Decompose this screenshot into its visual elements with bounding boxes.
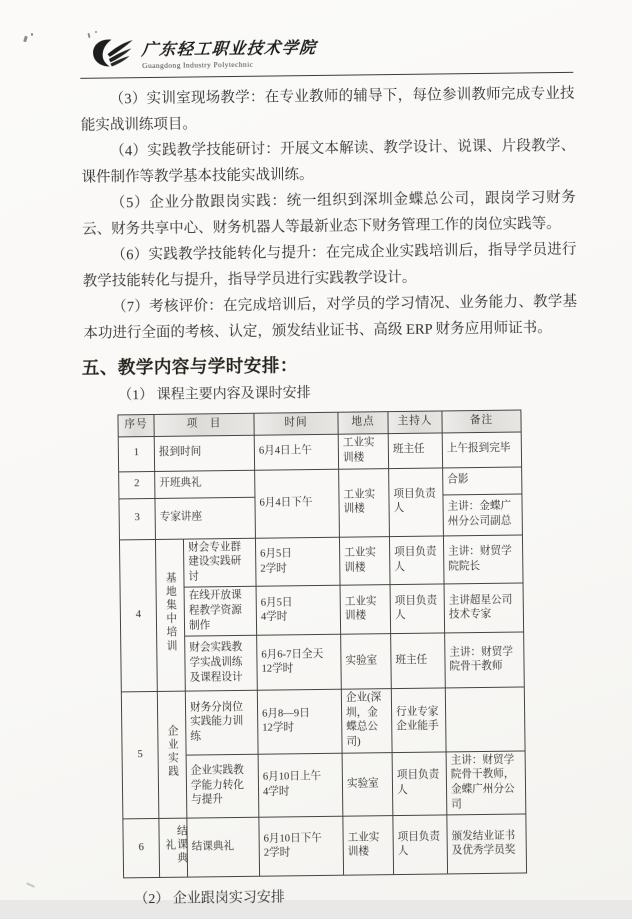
logo-text [142, 34, 317, 69]
cell-category [157, 691, 187, 818]
cell-place: 工业实训楼 [339, 536, 390, 585]
cell-place: 实验室 [342, 752, 393, 816]
cell-note: 主讲：金蝶广州分公司副总 [443, 494, 522, 536]
document-body [80, 81, 584, 912]
cell-time: 6月10日下午 2学时 [259, 816, 344, 876]
col-header-note: 备注 [442, 410, 521, 433]
col-header-no: 序号 [118, 414, 154, 436]
logo-name-cn: 广东轻工职业技术学院 [140, 39, 318, 59]
cell-host: 班主任 [388, 433, 442, 469]
cell-item: 专家讲座 [155, 497, 255, 539]
list-item-enterprise-internship: （2） 企业跟岗实习安排 [134, 890, 285, 908]
cell-time: 6月4日下午 [255, 469, 340, 538]
cell-host: 项目负责人 [389, 536, 444, 585]
col-header-host: 主持人 [388, 411, 442, 433]
cell-item: 结课典礼 [187, 817, 260, 877]
paragraph-4: （4）实践教学技能研讨：开展文本解读、教学设计、说课、片段教学、课件制作等教学基本技能实战训练。 [81, 137, 576, 186]
cell-item: 在线开放课程教学资源制作 [184, 587, 257, 637]
cell-no: 5 [121, 692, 159, 819]
cell-host: 班主任 [391, 633, 446, 689]
cell-no: 3 [119, 498, 155, 539]
cell-place: 企业(深圳，金蝶总公司) [341, 689, 392, 753]
section-heading: 五、教学内容与学时安排： [81, 355, 298, 378]
cell-item: 财务分岗位实践能力训练 [185, 691, 258, 755]
cell-note: 合影 [443, 467, 522, 495]
cell-time: 6月5日 4学时 [256, 586, 341, 636]
cell-place: 工业实训楼 [340, 585, 391, 634]
cell-place: 工业实训楼 [338, 433, 388, 469]
paragraph-6: （6）实践教学技能转化与提升：在完成企业实践培训后，指导学员进行教学技能转化与提升，指导学员进行实践教学设计。 [82, 241, 577, 290]
paragraph-5: （5）企业分散跟岗实践：统一组织到深圳金蝶总公司，跟岗学习财务云、财务共享中心、财务机器人等最新业态下财务管理工作的岗位实践等。 [82, 189, 576, 238]
table-row [123, 814, 527, 878]
cell-time: 6月8—9日 12学时 [257, 689, 342, 753]
col-header-time: 时间 [254, 412, 338, 435]
table-row [119, 535, 523, 589]
cell-time: 6月4日上午 [254, 434, 338, 470]
vertical-label: 结课典礼 [164, 824, 188, 866]
cell-note: 颁发结业证书及优秀学员奖 [447, 814, 527, 874]
list-item-course-schedule: （1） 课程主要内容及课时安排 [118, 386, 311, 404]
school-logo [91, 26, 628, 75]
cell-note: 主讲：财贸学院院长 [443, 535, 523, 585]
table-row [118, 432, 521, 472]
cell-item: 企业实践教学能力转化与提升 [186, 754, 259, 818]
cell-host: 行业专家 企业能手 [391, 688, 446, 752]
school-logo-bird-icon [91, 37, 135, 70]
cell-no: 1 [118, 436, 154, 471]
vertical-label: 基地集中培训 [164, 571, 177, 654]
paragraph-3: （3）实训室现场教学：在专业教师的辅导下，每位参训教师完成专业技能实战训练项目。 [80, 85, 575, 134]
cell-host: 项目负责人 [390, 584, 445, 633]
cell-place: 实验室 [341, 634, 392, 690]
paragraph-7: （7）考核评价：在完成培训后，对学员的学习情况、业务能力、教学基本功进行全面的考核、认定，颁发结业证书、高级 ERP 财务应用师证书。 [83, 293, 578, 342]
cell-no: 6 [123, 819, 160, 878]
cell-time: 6月10日上午 4学时 [258, 753, 343, 817]
cell-note: 主讲超星公司技术专家 [444, 583, 524, 633]
logo-name-en: Guangdong Industry Polytechnic [142, 59, 254, 70]
cell-host: 项目负责人 [393, 815, 448, 875]
schedule-table [117, 409, 527, 878]
cell-place: 工业实训楼 [339, 468, 390, 537]
cell-item: 开班典礼 [155, 470, 255, 498]
cell-note: 主讲：财贸学院骨干教师，金蝶广州分公司 [446, 751, 526, 815]
cell-place: 工业实训楼 [343, 816, 394, 876]
cell-host: 项目负责人 [389, 468, 444, 537]
cell-category [159, 818, 188, 877]
vertical-label: 企业实践 [166, 724, 179, 780]
cell-time: 6月6-7日全天 12学时 [257, 634, 342, 690]
cell-host: 项目负责人 [392, 752, 447, 816]
cell-note [445, 687, 525, 751]
cell-no: 2 [119, 471, 155, 498]
cell-note: 上午报到完毕 [442, 432, 521, 468]
cell-time: 6月5日 2学时 [255, 537, 340, 587]
cell-no: 4 [119, 539, 157, 692]
cell-note: 主讲：财贸学院骨干教师 [445, 632, 525, 688]
cell-item: 财会实践教学实战训练及课程设计 [185, 636, 258, 692]
cell-item: 报到时间 [154, 435, 254, 471]
cell-item: 财会专业群建设实践研讨 [183, 538, 256, 588]
table-row [121, 687, 525, 755]
col-header-item: 项 目 [154, 413, 254, 436]
col-header-place: 地点 [338, 412, 388, 434]
cell-category [155, 539, 185, 692]
